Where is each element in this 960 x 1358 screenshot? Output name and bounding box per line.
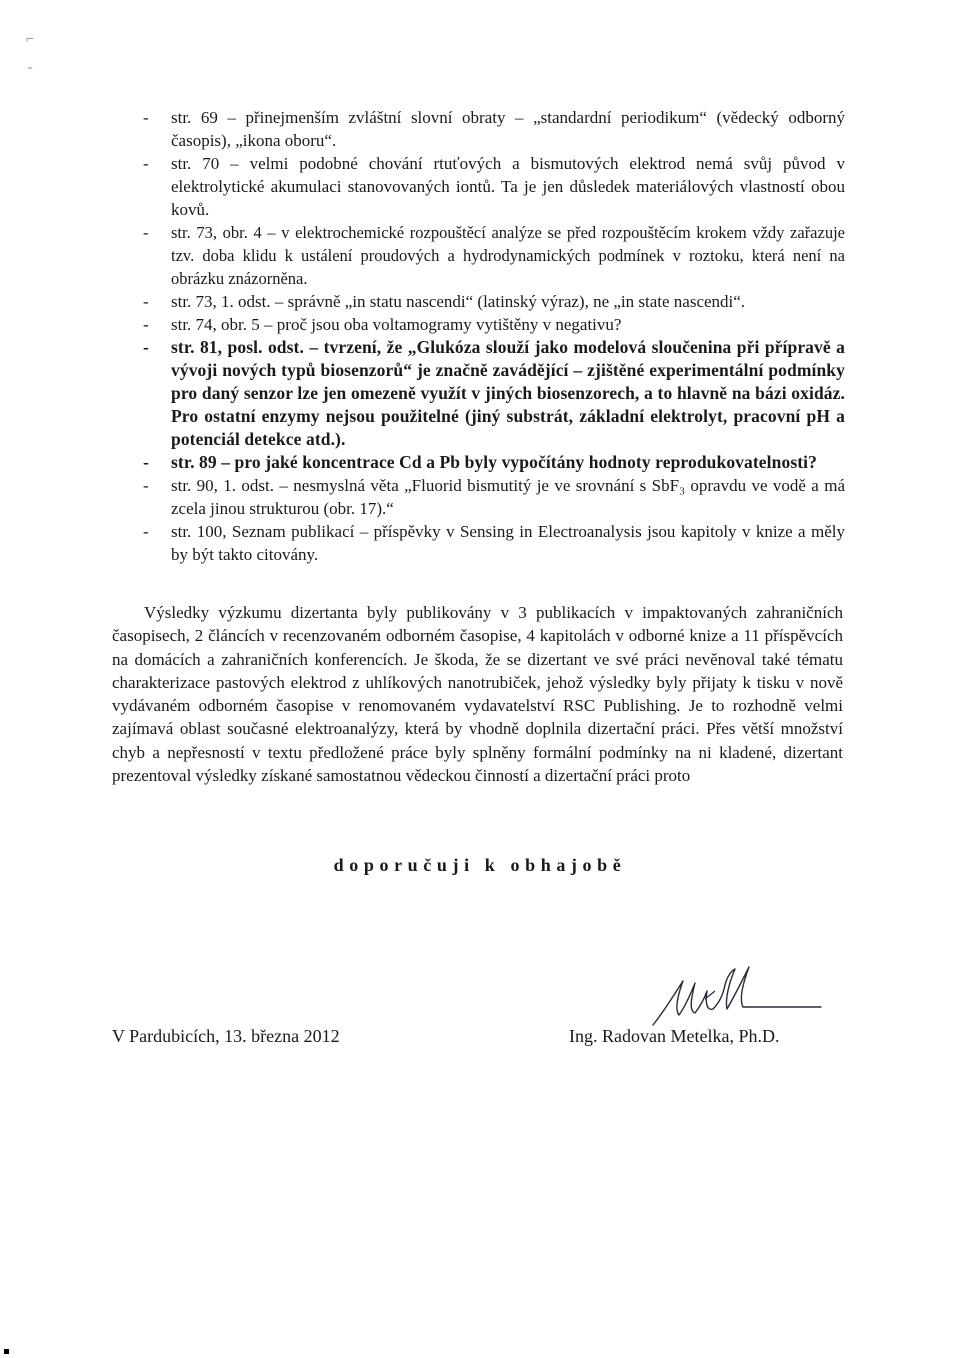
comment-item: - str. 90, 1. odst. – nesmyslná věta „Fluorid bismutitý je ve srovnání s SbF₃ opravdu ve vodě a má zcela jinou strukturou (obr. 17).“ — [140, 474, 845, 520]
comment-item-bold: - str. 89 – pro jaké koncentrace Cd a Pb byly vypočítány hodnoty reprodukovatelnosti? — [140, 451, 845, 474]
handwritten-signature — [645, 955, 825, 1035]
comment-item: - str. 73, 1. odst. – správně „in statu nascendi“ (latinský výraz), ne „in state nascendi“. — [140, 290, 845, 313]
scan-corner-mark — [4, 1349, 9, 1354]
comment-item-bold: - str. 81, posl. odst. – tvrzení, že „Glukóza slouží jako modelová sloučenina při přípravě a vývoji nových typů biosenzorů“ je značně zavádějící – zjištěné experimentální podmínky pro daný senzor lze jen omezeně využít v jiných biosenzorech, a to hlavně na bázi oxidáz. Pro ostatní enzymy nejsou použitelné (jiný substrát, základní elektrolyt, pracovní pH a potenciál detekce atd.). — [140, 336, 845, 451]
review-comments-list — [140, 106, 845, 566]
comment-item: - str. 69 – přinejmenším zvláštní slovní obraty – „standardní periodikum“ (vědecký odborný časopis), „ikona oboru“. — [140, 106, 845, 152]
comment-item: - str. 73, obr. 4 – v elektrochemické rozpouštěcí analýze se před rozpouštěcím krokem vždy zařazuje tzv. doba klidu k ustálení proudových a hydrodynamických podmínek v roztoku, která není na obrázku znázorněna. — [140, 221, 845, 290]
margin-scribble: ⌐ — [26, 30, 35, 46]
comment-item: - str. 70 – velmi podobné chování rtuťových a bismutových elektrod nemá svůj původ v elektrolytické akumulaci stanovovaných iontů. Ta je jen důsledek materiálových vlastností obou kovů. — [140, 152, 845, 221]
signatory-name: Ing. Radovan Metelka, Ph.D. — [569, 1026, 780, 1046]
summary-paragraph: Výsledky výzkumu dizertanta byly publikovány v 3 publikacích v impaktovaných zahraničních časopisech, 2 článcích v recenzovaném odborném časopise, 4 kapitolách v odborné knize a 11 příspěvcích na domácích a zahraničních konferencích. Je škoda, že se dizertant ve své práci nevěnoval také tématu charakterizace pastových elektrod z uhlíkových nanotrubiček, jehož výsledky byly přijaty k tisku v nově vydávaném odborném časopise v renomovaném vydavatelství RSC Publishing. Je to rozhodně velmi zajímavá oblast současné elektroanalýzy, která by vhodně doplnila dizertační práci. Přes větší množství chyb a nepřesností v textu předložené práce byly splněny formální podmínky na ni kladené, dizertant prezentoval výsledky získané samostatnou vědeckou činností a dizertační práci proto — [112, 603, 843, 786]
recommendation-verdict: doporučuji k obhajobě — [333, 855, 627, 875]
comment-item: - str. 100, Seznam publikací – příspěvky v Sensing in Electroanalysis jsou kapitoly v knize a měly by být takto citovány. — [140, 520, 845, 566]
margin-scribble: ˇ — [28, 64, 33, 80]
place-and-date: V Pardubicích, 13. března 2012 — [112, 1026, 340, 1046]
comment-item: - str. 74, obr. 5 – proč jsou oba voltamogramy vytištěny v negativu? — [140, 313, 845, 336]
